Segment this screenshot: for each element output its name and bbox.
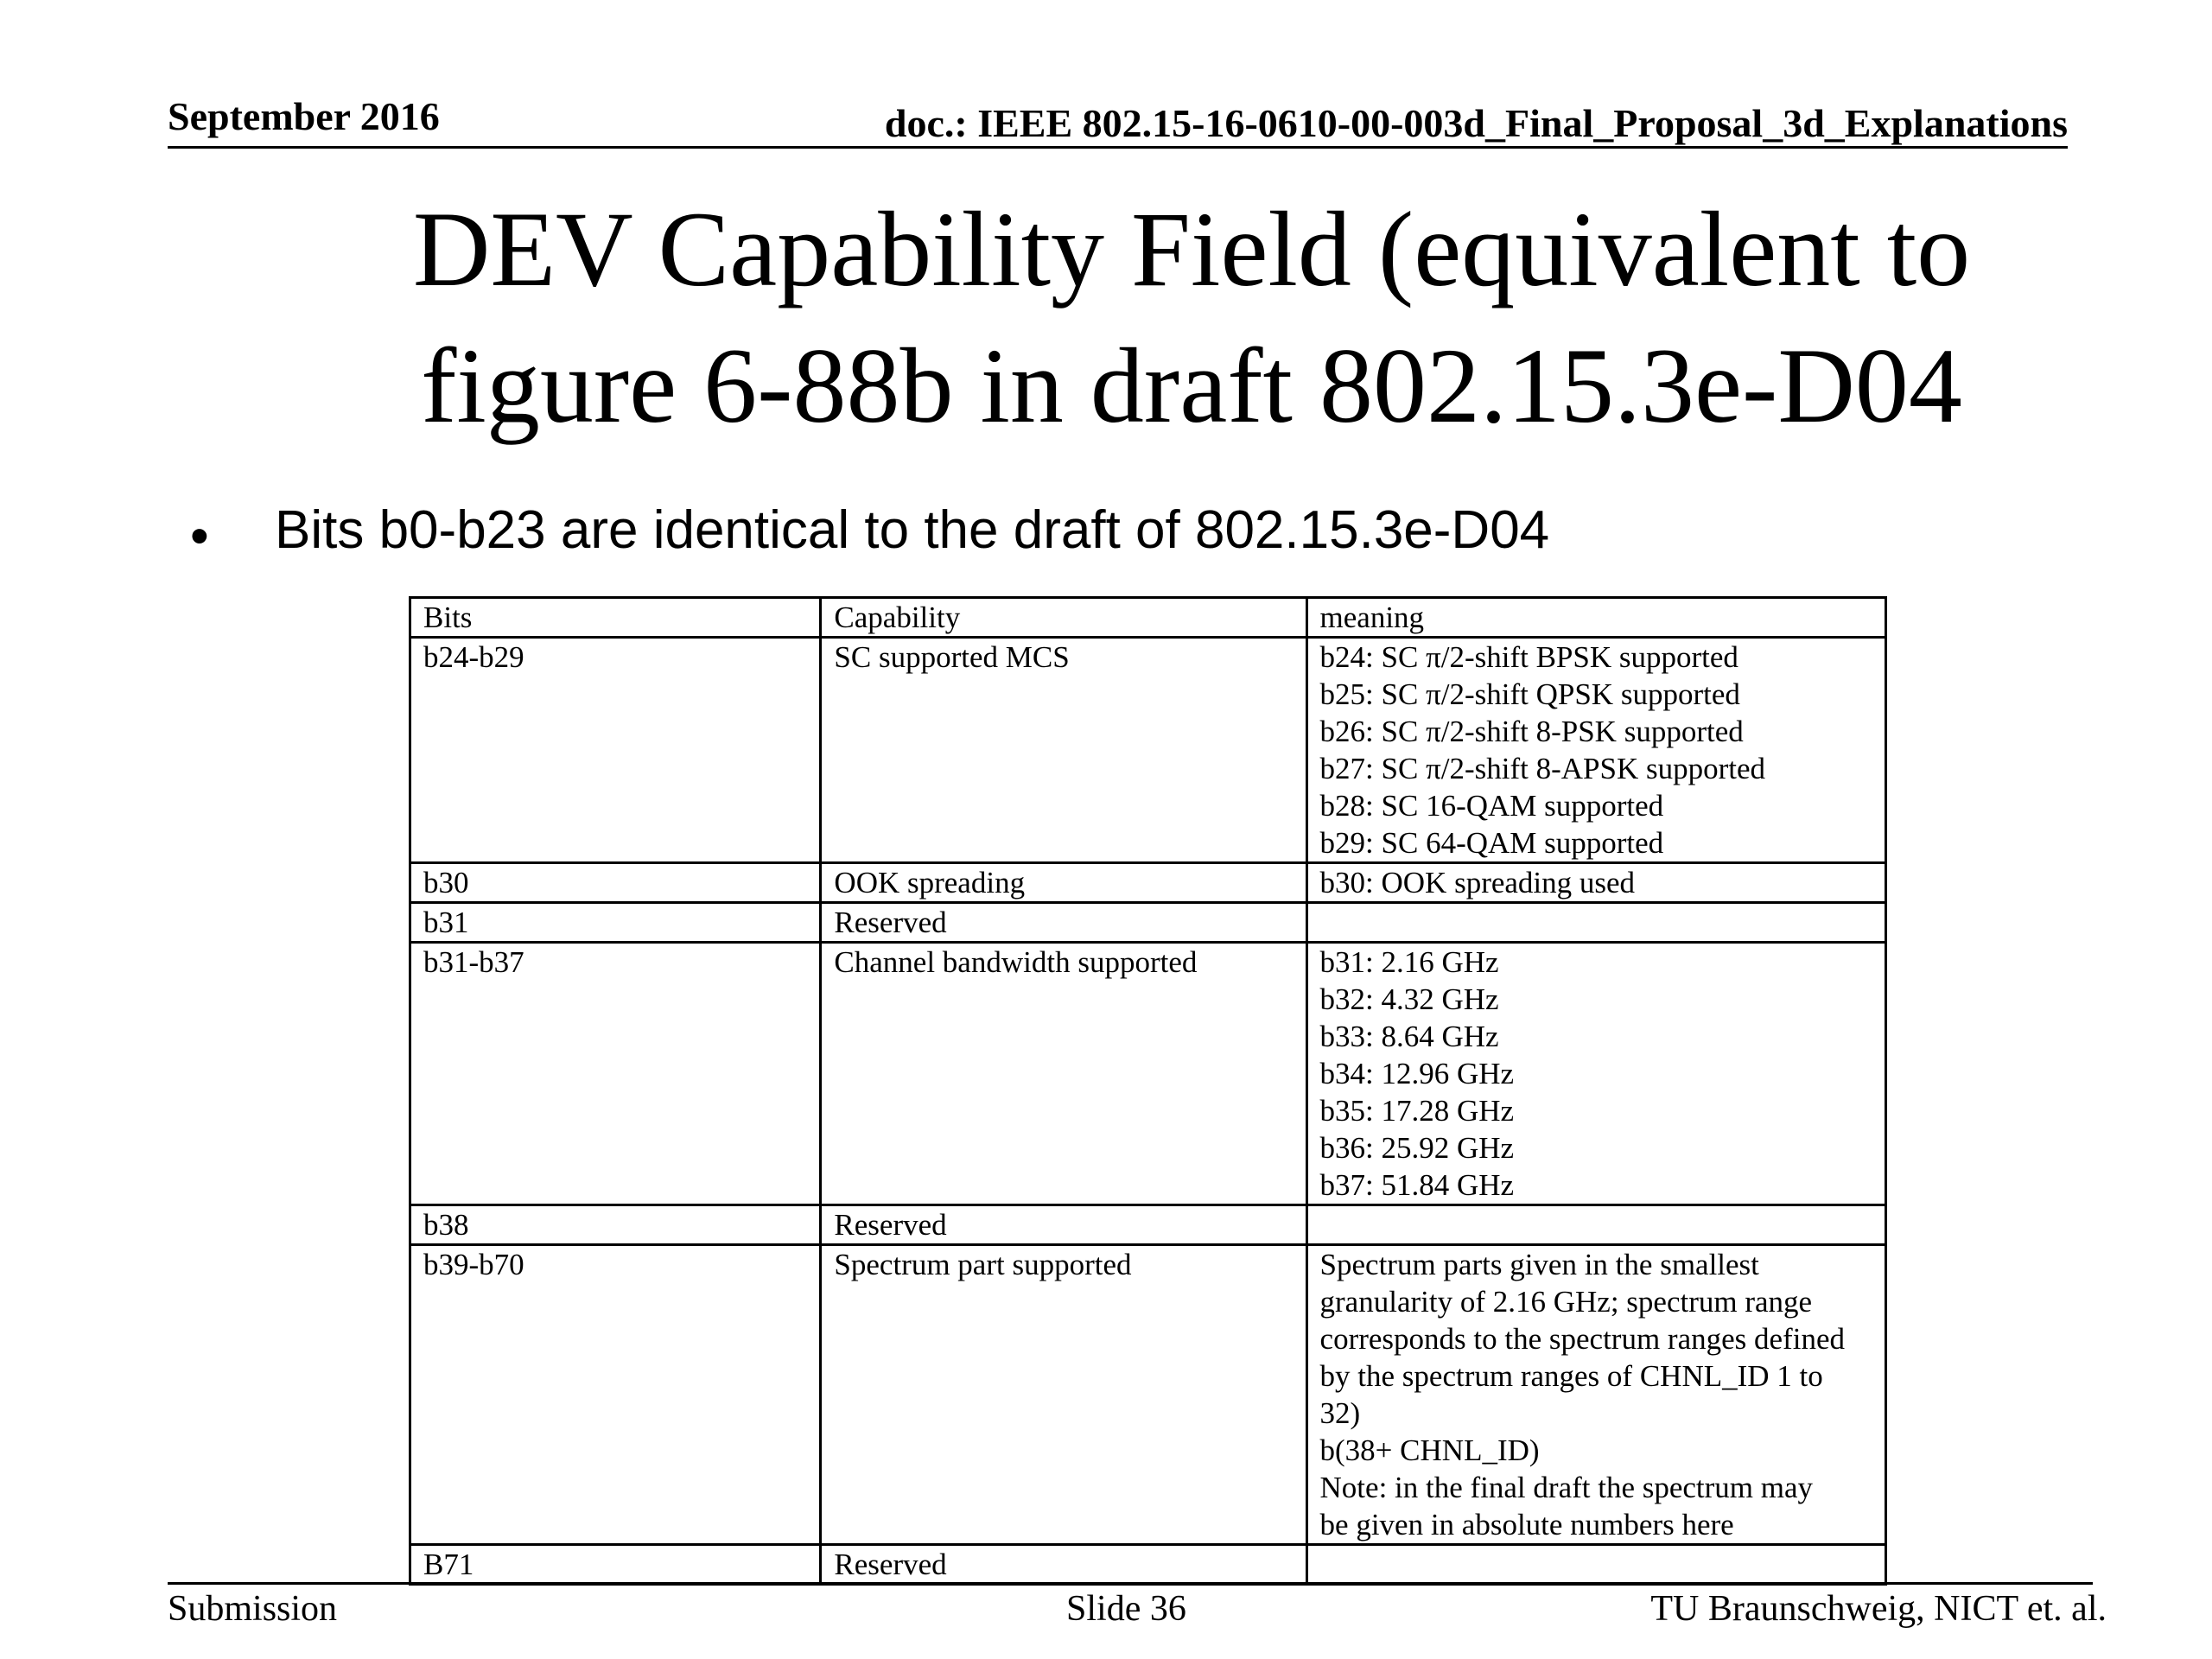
table-body xyxy=(410,638,1886,1585)
capability-table xyxy=(409,596,1887,1586)
meaning-line: b35: 17.28 GHz xyxy=(1319,1094,1515,1128)
meaning-line: b37: 51.84 GHz xyxy=(1319,1168,1515,1202)
table-row xyxy=(410,903,1886,943)
meaning-line: be given in absolute numbers here xyxy=(1319,1508,1734,1541)
cell-capability: Reserved xyxy=(821,1545,1306,1585)
cell-meaning xyxy=(1306,903,1885,943)
footer-authors: TU Braunschweig, NICT et. al. xyxy=(1650,1589,2107,1629)
bullet-icon: • xyxy=(190,506,209,566)
column-header-bits: Bits xyxy=(410,598,821,638)
table-row xyxy=(410,638,1886,863)
meaning-line: b25: SC π/2-shift QPSK supported xyxy=(1319,677,1740,711)
meaning-line: corresponds to the spectrum ranges defined xyxy=(1319,1322,1845,1356)
meaning-line: b33: 8.64 GHz xyxy=(1319,1020,1499,1053)
table-row xyxy=(410,1245,1886,1545)
meaning-line: granularity of 2.16 GHz; spectrum range xyxy=(1319,1285,1813,1319)
slide-title-line-2: figure 6-88b in draft 802.15.3e-D04 xyxy=(421,327,1962,445)
meaning-line: 32) xyxy=(1319,1396,1361,1430)
header-doc-id: doc.: IEEE 802.15-16-0610-00-003d_Final_Proposal_3d_Explanations xyxy=(884,101,2068,145)
cell-capability: SC supported MCS xyxy=(821,638,1306,863)
cell-bits: b24-b29 xyxy=(410,638,821,863)
cell-capability: OOK spreading xyxy=(821,863,1306,903)
table-header-row xyxy=(410,598,1886,638)
meaning-line: b(38+ CHNL_ID) xyxy=(1319,1433,1540,1467)
cell-capability: Channel bandwidth supported xyxy=(821,943,1306,1205)
cell-bits: B71 xyxy=(410,1545,821,1585)
table-row xyxy=(410,1205,1886,1245)
cell-bits: b31-b37 xyxy=(410,943,821,1205)
footer-divider xyxy=(168,1582,2093,1585)
meaning-line: b31: 2.16 GHz xyxy=(1319,945,1499,979)
table-row xyxy=(410,863,1886,903)
footer-submission: Submission xyxy=(168,1589,338,1629)
column-header-capability: Capability xyxy=(821,598,1306,638)
meaning-line: b26: SC π/2-shift 8-PSK supported xyxy=(1319,715,1744,748)
meaning-line: b34: 12.96 GHz xyxy=(1319,1057,1515,1090)
column-header-meaning: meaning xyxy=(1306,598,1885,638)
cell-meaning xyxy=(1306,638,1885,863)
footer-slide-number: Slide 36 xyxy=(1066,1589,1186,1629)
meaning-line: b24: SC π/2-shift BPSK supported xyxy=(1319,640,1738,674)
meaning-line: b27: SC π/2-shift 8-APSK supported xyxy=(1319,752,1766,785)
slide-title xyxy=(168,181,2212,454)
meaning-line: b36: 25.92 GHz xyxy=(1319,1131,1515,1165)
meaning-line: b32: 4.32 GHz xyxy=(1319,982,1499,1016)
cell-meaning xyxy=(1306,863,1885,903)
cell-bits: b31 xyxy=(410,903,821,943)
table-row xyxy=(410,1545,1886,1585)
cell-capability: Reserved xyxy=(821,903,1306,943)
meaning-line: by the spectrum ranges of CHNL_ID 1 to xyxy=(1319,1359,1823,1393)
header-divider xyxy=(168,146,2068,149)
cell-capability: Reserved xyxy=(821,1205,1306,1245)
meaning-line: Note: in the final draft the spectrum may xyxy=(1319,1471,1814,1504)
cell-meaning xyxy=(1306,1545,1885,1585)
cell-bits: b30 xyxy=(410,863,821,903)
meaning-line: b30: OOK spreading used xyxy=(1319,866,1636,899)
header-date: September 2016 xyxy=(168,94,440,138)
cell-bits: b38 xyxy=(410,1205,821,1245)
meaning-line: b29: SC 64-QAM supported xyxy=(1319,826,1664,860)
cell-capability: Spectrum part supported xyxy=(821,1245,1306,1545)
cell-bits: b39-b70 xyxy=(410,1245,821,1545)
meaning-line: Spectrum parts given in the smallest xyxy=(1319,1248,1759,1281)
meaning-line: b28: SC 16-QAM supported xyxy=(1319,789,1664,823)
slide-title-line-1: DEV Capability Field (equivalent to xyxy=(412,190,1971,308)
table-row xyxy=(410,943,1886,1205)
cell-meaning xyxy=(1306,1245,1885,1545)
cell-meaning xyxy=(1306,1205,1885,1245)
cell-meaning xyxy=(1306,943,1885,1205)
bullet-text: Bits b0-b23 are identical to the draft of 802.15.3e-D04 xyxy=(275,500,1550,560)
